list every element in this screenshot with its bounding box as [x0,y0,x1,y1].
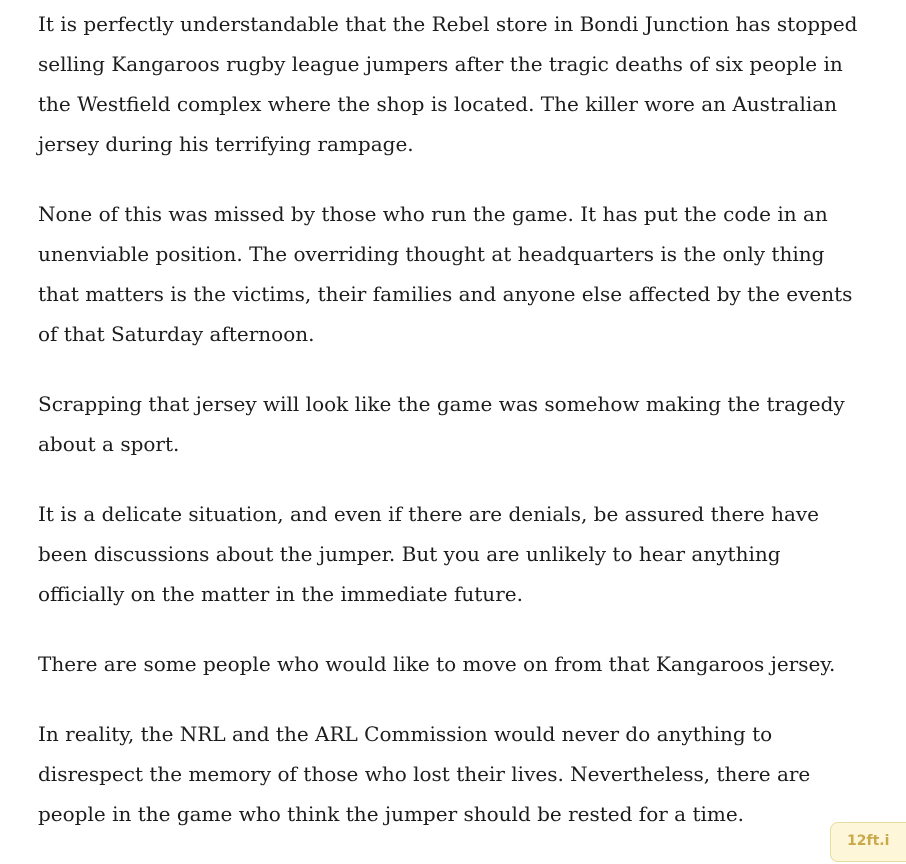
article-paragraph-3: Scrapping that jersey will look like the game was somehow making the tragedy about a sport. [38,392,845,456]
article-paragraph-5: There are some people who would like to move on from that Kangaroos jersey. [38,652,836,676]
article-paragraph-4: It is a delicate situation, and even if there are denials, be assured there have been discussions about the jumper. But you are unlikely to hear anything officially on the matter in the immediate future. [38,502,820,606]
article-paragraph-2: None of this was missed by those who run the game. It has put the code in an unenviable position. The overriding thought at headquarters is the only thing that matters is the victims, their families and anyone else affected by the events of that Saturday afternoon. [38,202,853,346]
floating-badge-button[interactable] [830,822,906,862]
article-body [38,4,858,864]
article-paragraph-1: It is perfectly understandable that the Rebel store in Bondi Junction has stopped selling Kangaroos rugby league jumpers after the tragic deaths of six people in the Westfield complex where the shop is located. The killer wore an Australian jersey during his terrifying rampage. [38,12,858,156]
article-paragraph-6: In reality, the NRL and the ARL Commission would never do anything to disrespect the memory of those who lost their lives. Nevertheless, there are people in the game who think the jumper should be rested for a time. [38,722,811,826]
floating-badge-label: 12ft.i [847,833,890,849]
